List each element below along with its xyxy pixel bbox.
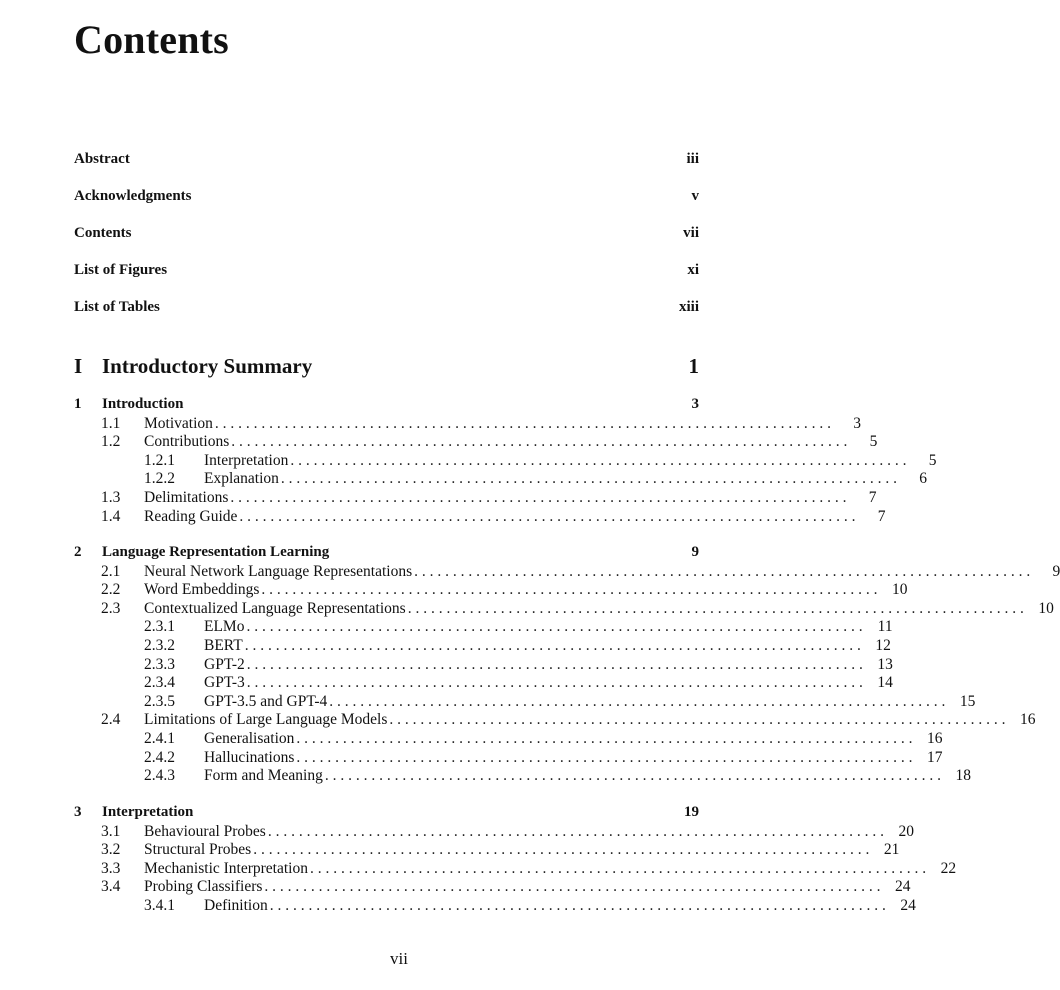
toc-chapter-number: 3 xyxy=(74,804,82,820)
toc-entry-number: 3.4 xyxy=(101,878,121,895)
toc-entry-2-3-3[interactable] xyxy=(144,655,893,674)
toc-entry-1-1[interactable] xyxy=(101,414,862,433)
toc-entry-page: 5 xyxy=(869,433,878,450)
toc-entry-page: 15 xyxy=(959,693,976,710)
toc-entry-2-3-5[interactable] xyxy=(144,692,976,711)
toc-dot-leader: . . . . . . . . . . . . . . . . . . . . . . . . . . . . . . . . . . . . . . . . . . . . . . . . . . . . . . . . . . . . . . . . . . . . . . . . . . . . . . . . xyxy=(296,749,913,766)
toc-entry-1-2[interactable] xyxy=(101,432,878,451)
toc-part-title: Introductory Summary xyxy=(102,354,313,378)
toc-entry-page: 7 xyxy=(868,489,877,506)
toc-entry-number: 2.4.2 xyxy=(144,749,175,766)
toc-entry-1-2-2[interactable] xyxy=(144,469,928,488)
toc-entry-number: 2.3 xyxy=(101,600,121,617)
toc-dot-leader: . . . . . . . . . . . . . . . . . . . . . . . . . . . . . . . . . . . . . . . . . . . . . . . . . . . . . . . . . . . . . . . . . . . . . . . . . . . . . . . . xyxy=(231,433,848,450)
toc-entry-title: ELMo xyxy=(204,618,245,635)
toc-entry-number: 3.3 xyxy=(101,860,121,877)
toc-entry-2-4[interactable] xyxy=(101,710,1036,729)
toc-entry-page: 18 xyxy=(955,767,971,784)
toc-dot-leader: . . . . . . . . . . . . . . . . . . . . . . . . . . . . . . . . . . . . . . . . . . . . . . . . . . . . . . . . . . . . . . . . . . . . . . . . . . . . . . . . xyxy=(253,841,870,858)
toc-entry-page: 22 xyxy=(940,860,957,877)
toc-entry-title: GPT-3 xyxy=(204,674,245,691)
toc-entry-page: v xyxy=(691,188,699,204)
toc-entry-title: Explanation xyxy=(204,470,279,487)
toc-dot-leader: . . . . . . . . . . . . . . . . . . . . . . . . . . . . . . . . . . . . . . . . . . . . . . . . . . . . . . . . . . . . . . . . . . . . . . . . . . . . . . . . xyxy=(407,600,1024,617)
toc-chapter-1[interactable] xyxy=(74,395,699,414)
toc-entry-title: Limitations of Large Language Models xyxy=(144,711,388,728)
toc-entry-title: Word Embeddings xyxy=(144,581,260,598)
toc-entry-2-3-2[interactable] xyxy=(144,636,891,655)
toc-dot-leader: . . . . . . . . . . . . . . . . . . . . . . . . . . . . . . . . . . . . . . . . . . . . . . . . . . . . . . . . . . . . . . . . . . . . . . . . . . . . . . . . xyxy=(239,508,856,525)
toc-entry-3-2[interactable] xyxy=(101,840,900,859)
toc-entry-page: 24 xyxy=(895,878,911,895)
toc-entry-3-4-1[interactable] xyxy=(144,896,916,915)
toc-entry-page: 10 xyxy=(892,581,908,598)
toc-entry-title: Form and Meaning xyxy=(204,767,323,784)
toc-entry-number: 2.4.3 xyxy=(144,767,175,784)
toc-entry-page: 9 xyxy=(1052,563,1060,580)
toc-chapter-number: 2 xyxy=(74,544,82,560)
toc-entry-page: 5 xyxy=(928,452,937,469)
toc-entry-title: Generalisation xyxy=(204,730,295,747)
toc-frontmatter-abstract[interactable] xyxy=(74,149,699,169)
toc-part-number: I xyxy=(74,354,83,378)
toc-frontmatter-contents[interactable] xyxy=(74,223,699,243)
toc-entry-page: 7 xyxy=(877,508,886,525)
toc-entry-2-4-1[interactable] xyxy=(144,729,943,748)
toc-entry-title: GPT-2 xyxy=(204,656,245,673)
toc-dot-leader: . . . . . . . . . . . . . . . . . . . . . . . . . . . . . . . . . . . . . . . . . . . . . . . . . . . . . . . . . . . . . . . . . . . . . . . . . . . . . . . . xyxy=(269,897,886,914)
toc-frontmatter-list-of-figures[interactable] xyxy=(74,260,699,280)
toc-entry-page: vii xyxy=(683,225,699,241)
toc-entry-2-1[interactable] xyxy=(101,562,1060,581)
toc-dot-leader: . . . . . . . . . . . . . . . . . . . . . . . . . . . . . . . . . . . . . . . . . . . . . . . . . . . . . . . . . . . . . . . . . . . . . . . . . . . . . . . . xyxy=(261,581,878,598)
toc-entry-number: 2.3.5 xyxy=(144,693,175,710)
toc-entry-title: Behavioural Probes xyxy=(144,823,266,840)
toc-entry-number: 2.2 xyxy=(101,581,121,598)
toc-entry-page: 14 xyxy=(877,674,893,691)
toc-entry-title: List of Tables xyxy=(74,299,160,315)
toc-dot-leader: . . . . . . . . . . . . . . . . . . . . . . . . . . . . . . . . . . . . . . . . . . . . . . . . . . . . . . . . . . . . . . . . . . . . . . . . . . . . . . . . xyxy=(244,637,861,654)
toc-chapter-title: Introduction xyxy=(102,396,184,412)
toc-dot-leader: . . . . . . . . . . . . . . . . . . . . . . . . . . . . . . . . . . . . . . . . . . . . . . . . . . . . . . . . . . . . . . . . . . . . . . . . . . . . . . . . xyxy=(246,674,863,691)
toc-entry-title: Interpretation xyxy=(204,452,289,469)
toc-entry-page: 21 xyxy=(883,841,900,858)
toc-frontmatter-list-of-tables[interactable] xyxy=(74,297,699,317)
toc-entry-title: Delimitations xyxy=(144,489,229,506)
toc-chapter-number: 1 xyxy=(74,396,82,412)
toc-dot-leader: . . . . . . . . . . . . . . . . . . . . . . . . . . . . . . . . . . . . . . . . . . . . . . . . . . . . . . . . . . . . . . . . . . . . . . . . . . . . . . . . xyxy=(389,711,1006,728)
toc-entry-number: 1.1 xyxy=(101,415,121,432)
toc-entry-number: 1.2.1 xyxy=(144,452,175,469)
toc-part-i[interactable] xyxy=(74,352,699,380)
toc-entry-title: Motivation xyxy=(144,415,213,432)
toc-entry-2-4-3[interactable] xyxy=(144,766,971,785)
page-title: Contents xyxy=(74,17,229,62)
toc-entry-page: 13 xyxy=(877,656,893,673)
toc-entry-2-4-2[interactable] xyxy=(144,748,943,767)
toc-entry-number: 2.3.4 xyxy=(144,674,175,691)
toc-dot-leader: . . . . . . . . . . . . . . . . . . . . . . . . . . . . . . . . . . . . . . . . . . . . . . . . . . . . . . . . . . . . . . . . . . . . . . . . . . . . . . . . xyxy=(296,730,913,747)
toc-entry-title: Mechanistic Interpretation xyxy=(144,860,308,877)
toc-dot-leader: . . . . . . . . . . . . . . . . . . . . . . . . . . . . . . . . . . . . . . . . . . . . . . . . . . . . . . . . . . . . . . . . . . . . . . . . . . . . . . . . xyxy=(324,767,941,784)
toc-entry-page: 3 xyxy=(853,415,862,432)
toc-chapter-title: Language Representation Learning xyxy=(102,544,330,560)
toc-dot-leader: . . . . . . . . . . . . . . . . . . . . . . . . . . . . . . . . . . . . . . . . . . . . . . . . . . . . . . . . . . . . . . . . . . . . . . . . . . . . . . . . xyxy=(309,860,927,877)
toc-dot-leader: . . . . . . . . . . . . . . . . . . . . . . . . . . . . . . . . . . . . . . . . . . . . . . . . . . . . . . . . . . . . . . . . . . . . . . . . . . . . . . . . xyxy=(230,489,847,506)
toc-entry-title: List of Figures xyxy=(74,262,168,278)
toc-chapter-page: 3 xyxy=(691,396,699,412)
toc-dot-leader: . . . . . . . . . . . . . . . . . . . . . . . . . . . . . . . . . . . . . . . . . . . . . . . . . . . . . . . . . . . . . . . . . . . . . . . . . . . . . . . . xyxy=(290,452,907,469)
toc-entry-page: iii xyxy=(686,151,699,167)
toc-entry-title: GPT-3.5 and GPT-4 xyxy=(204,693,328,710)
toc-chapter-page: 19 xyxy=(684,804,699,820)
toc-part-page: 1 xyxy=(688,354,699,378)
toc-entry-page: 16 xyxy=(927,730,943,747)
toc-entry-number: 1.2 xyxy=(101,433,121,450)
toc-frontmatter-acknowledgments[interactable] xyxy=(74,186,699,206)
toc-dot-leader: . . . . . . . . . . . . . . . . . . . . . . . . . . . . . . . . . . . . . . . . . . . . . . . . . . . . . . . . . . . . . . . . . . . . . . . . . . . . . . . . xyxy=(414,563,1031,580)
toc-dot-leader: . . . . . . . . . . . . . . . . . . . . . . . . . . . . . . . . . . . . . . . . . . . . . . . . . . . . . . . . . . . . . . . . . . . . . . . . . . . . . . . . xyxy=(246,618,863,635)
toc-entry-title: Contributions xyxy=(144,433,230,450)
toc-entry-3-4[interactable] xyxy=(101,877,911,896)
toc-entry-title: Neural Network Language Representations xyxy=(144,563,413,580)
toc-entry-2-3[interactable] xyxy=(101,599,1054,618)
toc-entry-title: Definition xyxy=(204,897,268,914)
toc-entry-1-2-1[interactable] xyxy=(144,451,937,470)
toc-entry-1-4[interactable] xyxy=(101,507,886,526)
toc-entry-number: 2.3.2 xyxy=(144,637,175,654)
toc-entry-title: Structural Probes xyxy=(144,841,252,858)
toc-entry-title: Contents xyxy=(74,225,132,241)
toc-entry-number: 2.1 xyxy=(101,563,121,580)
toc-entry-number: 2.3.1 xyxy=(144,618,175,635)
toc-dot-leader: . . . . . . . . . . . . . . . . . . . . . . . . . . . . . . . . . . . . . . . . . . . . . . . . . . . . . . . . . . . . . . . . . . . . . . . . . . . . . . . . xyxy=(267,823,884,840)
toc-entry-title: Contextualized Language Representations xyxy=(144,600,406,617)
toc-entry-title: Acknowledgments xyxy=(74,188,192,204)
toc-dot-leader: . . . . . . . . . . . . . . . . . . . . . . . . . . . . . . . . . . . . . . . . . . . . . . . . . . . . . . . . . . . . . . . . . . . . . . . . . . . . . . . . xyxy=(214,415,832,432)
toc-dot-leader: . . . . . . . . . . . . . . . . . . . . . . . . . . . . . . . . . . . . . . . . . . . . . . . . . . . . . . . . . . . . . . . . . . . . . . . . . . . . . . . . xyxy=(329,693,946,710)
toc-entry-number: 1.4 xyxy=(101,508,121,525)
toc-entry-page: 16 xyxy=(1019,711,1036,728)
page-number: vii xyxy=(390,949,408,968)
toc-entry-number: 2.4.1 xyxy=(144,730,175,747)
toc-dot-leader: . . . . . . . . . . . . . . . . . . . . . . . . . . . . . . . . . . . . . . . . . . . . . . . . . . . . . . . . . . . . . . . . . . . . . . . . . . . . . . . . xyxy=(280,470,898,487)
toc-entry-title: Reading Guide xyxy=(144,508,238,525)
toc-entry-page: 11 xyxy=(877,618,893,635)
toc-entry-2-3-1[interactable] xyxy=(144,617,893,636)
toc-entry-title: Abstract xyxy=(74,151,130,167)
toc-entry-page: xiii xyxy=(678,299,699,315)
toc-chapter-2[interactable] xyxy=(74,543,699,562)
toc-dot-leader: . . . . . . . . . . . . . . . . . . . . . . . . . . . . . . . . . . . . . . . . . . . . . . . . . . . . . . . . . . . . . . . . . . . . . . . . . . . . . . . . xyxy=(264,878,881,895)
toc-entry-page: 10 xyxy=(1038,600,1054,617)
toc-entry-2-3-4[interactable] xyxy=(144,673,893,692)
toc-chapter-title: Interpretation xyxy=(102,804,194,820)
toc-chapter-page: 9 xyxy=(691,544,699,560)
toc-entry-1-3[interactable] xyxy=(101,488,877,507)
toc-entry-page: 17 xyxy=(927,749,943,766)
toc-entry-number: 3.4.1 xyxy=(144,897,175,914)
toc-entry-page: 12 xyxy=(875,637,891,654)
toc-entry-number: 2.4 xyxy=(101,711,121,728)
toc-entry-3-3[interactable] xyxy=(101,859,957,878)
toc-entry-2-2[interactable] xyxy=(101,580,908,599)
toc-entry-number: 1.2.2 xyxy=(144,470,175,487)
toc-entry-number: 1.3 xyxy=(101,489,121,506)
toc-chapter-3[interactable] xyxy=(74,803,699,822)
toc-entry-page: xi xyxy=(687,262,699,278)
toc-entry-title: Probing Classifiers xyxy=(144,878,263,895)
toc-entry-page: 6 xyxy=(919,470,928,487)
toc-entry-number: 2.3.3 xyxy=(144,656,175,673)
toc-entry-number: 3.1 xyxy=(101,823,121,840)
toc-entry-title: Hallucinations xyxy=(204,749,295,766)
toc-entry-number: 3.2 xyxy=(101,841,121,858)
toc-entry-page: 24 xyxy=(900,897,916,914)
toc-dot-leader: . . . . . . . . . . . . . . . . . . . . . . . . . . . . . . . . . . . . . . . . . . . . . . . . . . . . . . . . . . . . . . . . . . . . . . . . . . . . . . . . xyxy=(246,656,863,673)
toc-entry-page: 20 xyxy=(898,823,914,840)
toc-entry-title: BERT xyxy=(204,637,243,654)
toc-entry-3-1[interactable] xyxy=(101,822,914,841)
